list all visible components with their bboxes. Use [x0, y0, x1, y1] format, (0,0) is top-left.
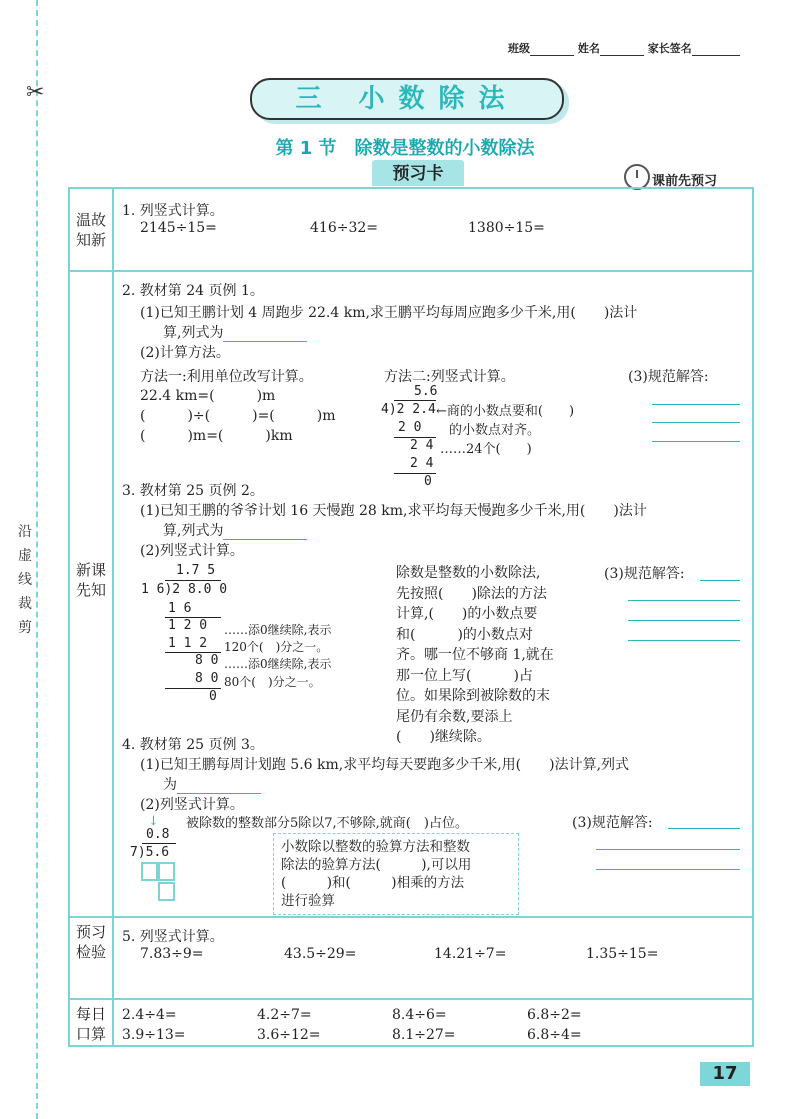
q3-div-line6: 8 0: [195, 671, 219, 686]
q2-note3: ……24个( ): [440, 442, 532, 457]
q3-note1: ……添0继续除,表示: [224, 623, 332, 637]
daily-1-2: 4.2÷7=: [257, 1007, 312, 1023]
parent-field[interactable]: [692, 55, 740, 56]
tip-line: 除法的验算方法( ),可以用: [281, 857, 472, 873]
class-field[interactable]: [530, 55, 574, 56]
q5-item-1: 7.83÷9=: [140, 946, 204, 962]
q3-answer-line0[interactable]: [700, 580, 740, 581]
row-label-preview: 预习检验: [75, 923, 106, 961]
q2-div-line5: 0: [424, 474, 432, 489]
row-divider-2: [68, 916, 752, 918]
q2-div-line2: 2 0: [398, 420, 422, 435]
q3-answer-line1[interactable]: [628, 600, 740, 601]
q2-answer-line3[interactable]: [652, 441, 740, 442]
q5-title: 5. 列竖式计算。: [122, 929, 224, 945]
section-title: 第 1 节 除数是整数的小数除法: [275, 138, 535, 159]
q4-hint: 被除数的整数部分5除以7,不够除,就商( )占位。: [186, 816, 468, 831]
q3-part2: (2)列竖式计算。: [140, 543, 244, 559]
daily-2-3: 8.1÷27=: [392, 1027, 456, 1043]
rule-line: 除数是整数的小数除法,: [396, 565, 541, 581]
arrow-down-icon: ↓: [148, 814, 159, 829]
rule-line: 和( )的小数点对: [396, 626, 533, 643]
daily-2-4: 6.8÷4=: [527, 1027, 582, 1043]
rule-line: 那一位上写( )占: [396, 667, 533, 684]
answer-box[interactable]: [158, 882, 175, 901]
rule-line: 尾仍有余数,要添上: [396, 708, 513, 725]
q2-answer-label: (3)规范解答:: [628, 369, 709, 385]
q3-note4: 80个( )分之一。: [224, 675, 321, 689]
q2-method1-title: 方法一:利用单位改写计算。: [140, 369, 313, 385]
row-label-new: 新课先知: [75, 561, 106, 599]
q2-div-bar: [394, 400, 436, 401]
arrow-left-icon: ←: [436, 404, 447, 419]
q4-quotient: 0.8: [146, 827, 170, 842]
q1-item-1: 2145÷15=: [140, 220, 217, 236]
q3-quotient: 1.7 5: [176, 563, 216, 578]
q2-div-line4: 2 4: [410, 456, 434, 471]
q3-div-line7: 0: [209, 689, 217, 704]
q1-item-2: 416÷32=: [310, 220, 378, 236]
daily-1-1: 2.4÷4=: [122, 1007, 177, 1023]
row-label-review: 温故知新: [75, 211, 106, 249]
daily-2-1: 3.9÷13=: [122, 1027, 186, 1043]
pre-study-label: 课前先预习: [652, 174, 718, 189]
q2-answer-line1[interactable]: [652, 404, 740, 405]
q2-title: 2. 教材第 24 页例 1。: [122, 283, 264, 299]
q4-div-line: 7)5.6: [130, 845, 170, 860]
q3-div-line3: 1 2 0: [168, 618, 208, 633]
q2-formula-blank[interactable]: [223, 341, 307, 342]
cut-text: 沿虚线裁剪: [18, 524, 32, 636]
q2-part1-line1: (1)已知王鹏计划 4 周跑步 22.4 km,求王鹏平均每周应跑多少千米,用( )法计: [140, 305, 638, 321]
q2-method1-line3: ( )m=( )km: [140, 428, 293, 444]
rule-line: ( )继续除。: [396, 729, 491, 745]
q4-answer-line2[interactable]: [596, 869, 740, 870]
name-field[interactable]: [600, 55, 644, 56]
q3-part1-line1: (1)已知王鹏的爷爷计划 16 天慢跑 28 km,求平均每天慢跑多少千米,用( )法计: [140, 503, 647, 519]
q3-part1-line2: 算,列式为: [163, 520, 307, 540]
q2-answer-line2[interactable]: [652, 422, 740, 423]
class-label: 班级: [508, 42, 530, 55]
q2-part2: (2)计算方法。: [140, 345, 230, 361]
rule-line: 位。如果除到被除数的末: [396, 688, 550, 704]
q3-answer-line2[interactable]: [628, 620, 740, 621]
q2-div-line3: 2 4: [410, 438, 434, 453]
q3-div-line2: 1 6: [168, 601, 192, 616]
q5-item-3: 14.21÷7=: [434, 946, 507, 962]
tip-line: ( )和( )相乘的方法: [281, 875, 465, 891]
q2-method1-line2: ( )÷( )=( )m: [140, 408, 336, 424]
q2-div-line1: 4)2 2.4: [381, 402, 436, 417]
daily-2-2: 3.6÷12=: [257, 1027, 321, 1043]
cut-line: [36, 0, 38, 1119]
card-title: 预习卡: [372, 160, 464, 186]
parent-label: 家长签名: [647, 42, 692, 55]
q2-note1: ←商的小数点要和( ): [436, 404, 575, 419]
q4-part2: (2)列竖式计算。: [140, 797, 244, 813]
q2-method1-line1: 22.4 km=( )m: [140, 388, 276, 404]
chapter-title: 三 小数除法: [250, 78, 564, 120]
rule-line: 先按照( )除法的方法: [396, 585, 547, 602]
scissors-icon: ✂: [26, 80, 45, 105]
q4-part1-line2: 为: [163, 774, 261, 794]
q3-note2: 120个( )分之一。: [224, 640, 329, 654]
q2-part1-line2: 算,列式为: [163, 322, 307, 342]
answer-box[interactable]: [141, 862, 158, 881]
q4-answer-label: (3)规范解答:: [572, 815, 653, 831]
q2-method2-title: 方法二:列竖式计算。: [384, 369, 515, 385]
page-number: 17: [700, 1062, 750, 1086]
q4-div-bar: [142, 843, 176, 844]
rule-line: 计算,( )的小数点要: [396, 606, 538, 622]
q2-note2: 的小数点对齐。: [449, 423, 541, 438]
daily-1-3: 8.4÷6=: [392, 1007, 447, 1023]
row-label-daily: 每日口算: [75, 1005, 106, 1043]
answer-box[interactable]: [158, 862, 175, 881]
name-label: 姓名: [577, 42, 600, 55]
q1-item-3: 1380÷15=: [468, 220, 545, 236]
q4-part1-line1: (1)已知王鹏每周计划跑 5.6 km,求平均每天要跑多少千米,用( )法计算,列式: [140, 757, 630, 773]
q3-title: 3. 教材第 25 页例 2。: [122, 483, 264, 499]
q3-answer-line3[interactable]: [628, 640, 740, 641]
rule-line: 齐。哪一位不够商 1,就在: [396, 647, 554, 663]
daily-1-4: 6.8÷2=: [527, 1007, 582, 1023]
q3-div-bar: [165, 580, 221, 581]
row-divider-1: [68, 270, 752, 272]
q4-answer-line1[interactable]: [596, 849, 740, 850]
row-divider-3: [68, 998, 752, 1000]
q3-answer-label: (3)规范解答:: [604, 566, 685, 582]
q1-title: 1. 列竖式计算。: [122, 203, 224, 219]
q3-note3: ……添0继续除,表示: [224, 657, 332, 671]
q4-title: 4. 教材第 25 页例 3。: [122, 737, 264, 753]
q3-div-line5: 8 0: [195, 653, 219, 668]
q3-div-line4: 1 1 2: [168, 636, 208, 651]
q2-quotient: 5.6: [414, 384, 438, 399]
q5-item-2: 43.5÷29=: [284, 946, 357, 962]
q3-rule-text: [396, 563, 596, 748]
q4-tip-text: [281, 838, 517, 910]
q3-div-line1: 1 6)2 8.0 0: [141, 582, 228, 597]
q5-item-4: 1.35÷15=: [586, 946, 659, 962]
tip-line: 进行验算: [281, 893, 335, 909]
q4-answer-line0[interactable]: [668, 828, 740, 829]
header-fields: [508, 40, 740, 56]
tip-line: 小数除以整数的验算方法和整数: [281, 839, 470, 855]
